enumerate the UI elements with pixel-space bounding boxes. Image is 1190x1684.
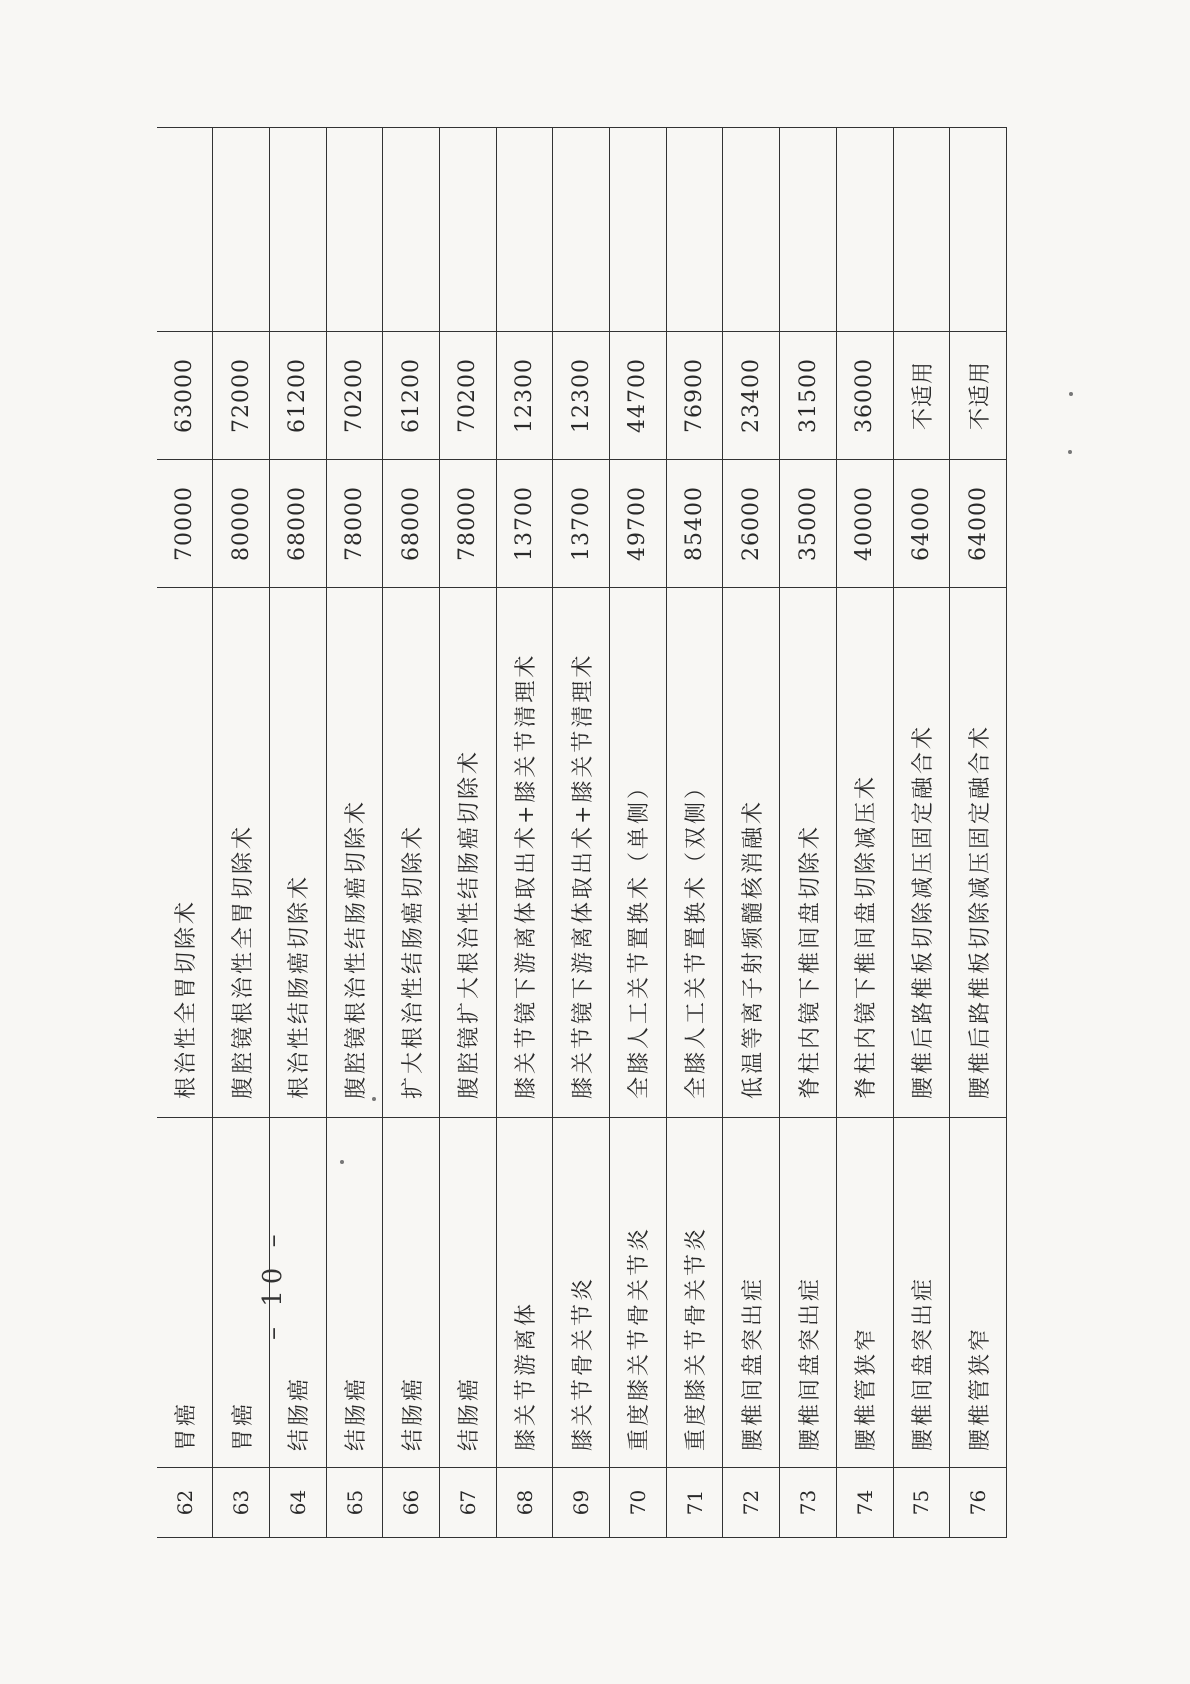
blank-cell	[326, 128, 383, 332]
procedure-cell: 全膝人工关节置换术（单侧）	[610, 588, 667, 1118]
disease-cell: 腰椎管狭窄	[950, 1118, 1007, 1468]
price-cell: 40000	[836, 460, 893, 588]
blank-cell	[553, 128, 610, 332]
price-cell: 78000	[326, 460, 383, 588]
procedure-cell: 腹腔镜根治性结肠癌切除术	[326, 588, 383, 1118]
table-row	[950, 128, 1007, 1538]
price-cell-secondary: 12300	[496, 332, 553, 460]
table-row	[157, 128, 213, 1538]
row-number: 67	[440, 1468, 497, 1538]
procedure-cell: 脊柱内镜下椎间盘切除术	[780, 588, 837, 1118]
price-cell: 80000	[213, 460, 270, 588]
blank-cell	[496, 128, 553, 332]
disease-cell: 腰椎间盘突出症	[893, 1118, 950, 1468]
disease-cell: 结肠癌	[383, 1118, 440, 1468]
row-number: 62	[157, 1468, 213, 1538]
disease-cell: 腰椎间盘突出症	[723, 1118, 780, 1468]
disease-cell: 膝关节骨关节炎	[553, 1118, 610, 1468]
blank-cell	[780, 128, 837, 332]
price-cell-secondary: 61200	[383, 332, 440, 460]
price-cell-secondary: 不适用	[893, 332, 950, 460]
row-number: 76	[950, 1468, 1007, 1538]
procedure-cell: 腹腔镜根治性全胃切除术	[213, 588, 270, 1118]
row-number: 72	[723, 1468, 780, 1538]
row-number: 71	[666, 1468, 723, 1538]
disease-cell: 结肠癌	[326, 1118, 383, 1468]
table-row	[780, 128, 837, 1538]
disease-cell: 腰椎间盘突出症	[780, 1118, 837, 1468]
disease-cell: 膝关节游离体	[496, 1118, 553, 1468]
procedure-cell: 腰椎后路椎板切除减压固定融合术	[893, 588, 950, 1118]
table-row	[496, 128, 553, 1538]
price-cell-secondary: 12300	[553, 332, 610, 460]
procedure-cell: 扩大根治性结肠癌切除术	[383, 588, 440, 1118]
table-row	[553, 128, 610, 1538]
price-cell: 35000	[780, 460, 837, 588]
price-cell-secondary: 70200	[326, 332, 383, 460]
procedure-cell: 脊柱内镜下椎间盘切除减压术	[836, 588, 893, 1118]
price-cell-secondary: 23400	[723, 332, 780, 460]
procedure-cell: 根治性结肠癌切除术	[269, 588, 326, 1118]
blank-cell	[610, 128, 667, 332]
price-cell: 64000	[893, 460, 950, 588]
blank-cell	[666, 128, 723, 332]
blank-cell	[269, 128, 326, 332]
table-row	[836, 128, 893, 1538]
blank-cell	[440, 128, 497, 332]
table-row	[893, 128, 950, 1538]
row-number: 70	[610, 1468, 667, 1538]
blank-cell	[213, 128, 270, 332]
row-number: 68	[496, 1468, 553, 1538]
row-number: 65	[326, 1468, 383, 1538]
procedure-cell: 腰椎后路椎板切除减压固定融合术	[950, 588, 1007, 1118]
table-row	[723, 128, 780, 1538]
row-number: 66	[383, 1468, 440, 1538]
table-row	[610, 128, 667, 1538]
price-cell: 13700	[553, 460, 610, 588]
price-cell: 26000	[723, 460, 780, 588]
disease-cell: 结肠癌	[440, 1118, 497, 1468]
procedure-cell: 膝关节镜下游离体取出术+膝关节清理术	[553, 588, 610, 1118]
blank-cell	[723, 128, 780, 332]
procedure-cell: 根治性全胃切除术	[157, 588, 213, 1118]
scan-speck	[1069, 392, 1073, 396]
row-number: 74	[836, 1468, 893, 1538]
disease-cell: 腰椎管狭窄	[836, 1118, 893, 1468]
table-row	[383, 128, 440, 1538]
scan-speck	[1068, 450, 1072, 454]
procedure-cell: 腹腔镜扩大根治性结肠癌切除术	[440, 588, 497, 1118]
price-cell-secondary: 31500	[780, 332, 837, 460]
blank-cell	[836, 128, 893, 332]
price-cell: 13700	[496, 460, 553, 588]
blank-cell	[383, 128, 440, 332]
row-number: 73	[780, 1468, 837, 1538]
procedure-cell: 全膝人工关节置换术（双侧）	[666, 588, 723, 1118]
row-number: 75	[893, 1468, 950, 1538]
page-number: – 10 –	[258, 1228, 288, 1340]
table-row	[440, 128, 497, 1538]
price-cell: 70000	[157, 460, 213, 588]
blank-cell	[950, 128, 1007, 332]
price-cell-secondary: 63000	[157, 332, 213, 460]
table-row	[326, 128, 383, 1538]
price-cell: 68000	[383, 460, 440, 588]
row-number: 64	[269, 1468, 326, 1538]
table-row	[666, 128, 723, 1538]
scan-speck	[372, 1097, 376, 1101]
disease-cell: 重度膝关节骨关节炎	[610, 1118, 667, 1468]
price-cell: 49700	[610, 460, 667, 588]
scan-speck	[340, 1160, 344, 1164]
price-cell: 85400	[666, 460, 723, 588]
price-cell-secondary: 不适用	[950, 332, 1007, 460]
price-cell-secondary: 72000	[213, 332, 270, 460]
price-cell: 64000	[950, 460, 1007, 588]
price-cell-secondary: 36000	[836, 332, 893, 460]
price-cell-secondary: 61200	[269, 332, 326, 460]
price-cell-secondary: 70200	[440, 332, 497, 460]
price-cell: 68000	[269, 460, 326, 588]
disease-cell: 胃癌	[213, 1118, 270, 1468]
disease-cell: 结肠癌	[269, 1118, 326, 1468]
price-cell-secondary: 76900	[666, 332, 723, 460]
blank-cell	[157, 128, 213, 332]
price-cell: 78000	[440, 460, 497, 588]
disease-cell: 胃癌	[157, 1118, 213, 1468]
procedure-cell: 低温等离子射频髓核消融术	[723, 588, 780, 1118]
procedure-cell: 膝关节镜下游离体取出术+膝关节清理术	[496, 588, 553, 1118]
row-number: 63	[213, 1468, 270, 1538]
price-cell-secondary: 44700	[610, 332, 667, 460]
disease-cell: 重度膝关节骨关节炎	[666, 1118, 723, 1468]
row-number: 69	[553, 1468, 610, 1538]
blank-cell	[893, 128, 950, 332]
